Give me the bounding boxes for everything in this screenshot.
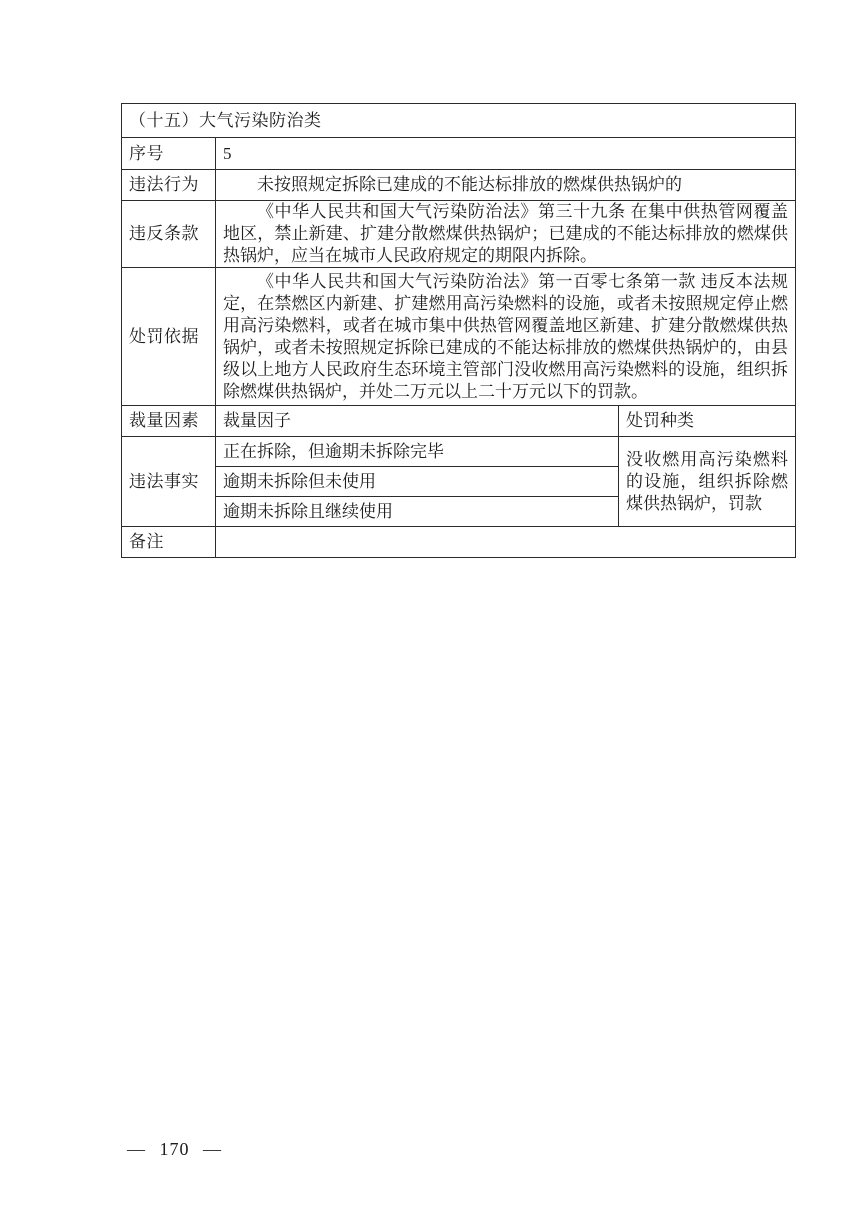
row-label-illegal-act: 违法行为: [122, 170, 216, 201]
row-label-illegal-facts: 违法事实: [122, 437, 216, 527]
serial-number-value: 5: [216, 138, 796, 170]
discretion-factor-header: 裁量因子: [216, 406, 619, 437]
illegal-fact-item: 逾期未拆除且继续使用: [216, 497, 619, 527]
row-label-serial-number: 序号: [122, 138, 216, 170]
illegal-fact-item: 正在拆除，但逾期未拆除完毕: [216, 437, 619, 467]
row-label-discretion-factor: 裁量因素: [122, 406, 216, 437]
category-header: （十五）大气污染防治类: [122, 104, 796, 138]
table-row: [122, 201, 796, 268]
table-row: [122, 104, 796, 138]
table-row: [122, 406, 796, 437]
row-label-penalty-basis: 处罚依据: [122, 268, 216, 406]
table-row: [122, 527, 796, 558]
penalty-type-header: 处罚种类: [619, 406, 796, 437]
illegal-fact-item: 逾期未拆除但未使用: [216, 467, 619, 497]
illegal-act-value: 未按照规定拆除已建成的不能达标排放的燃煤供热锅炉的: [216, 170, 796, 201]
penalty-discretion-table: [121, 103, 796, 558]
table-row: [122, 268, 796, 406]
row-label-remarks: 备注: [122, 527, 216, 558]
penalty-type-value: 没收燃用高污染燃料的设施，组织拆除燃煤供热锅炉，罚款: [619, 437, 796, 527]
page-number: — 170 —: [127, 1139, 222, 1159]
table-row: [122, 138, 796, 170]
table-row: [122, 170, 796, 201]
violated-clause-value: 《中华人民共和国大气污染防治法》第三十九条 在集中供热管网覆盖地区，禁止新建、扩建分散燃煤供热锅炉；已建成的不能达标排放的燃煤供热锅炉，应当在城市人民政府规定的期限内拆除。: [216, 201, 796, 268]
table-row: [122, 437, 796, 467]
row-label-violated-clause: 违反条款: [122, 201, 216, 268]
remarks-value-cell: [216, 527, 796, 558]
penalty-basis-value: 《中华人民共和国大气污染防治法》第一百零七条第一款 违反本法规定，在禁燃区内新建、扩建燃用高污染燃料的设施，或者未按照规定停止燃用高污染燃料，或者在城市集中供热管网覆盖地区新建、扩建分散燃煤供热锅炉，或者未按照规定拆除已建成的不能达标排放的燃煤供热锅炉的，由县级以上地方人民政府生态环境主管部门没收燃用高污染燃料的设施，组织拆除燃煤供热锅炉，并处二万元以上二十万元以下的罚款。: [216, 268, 796, 406]
